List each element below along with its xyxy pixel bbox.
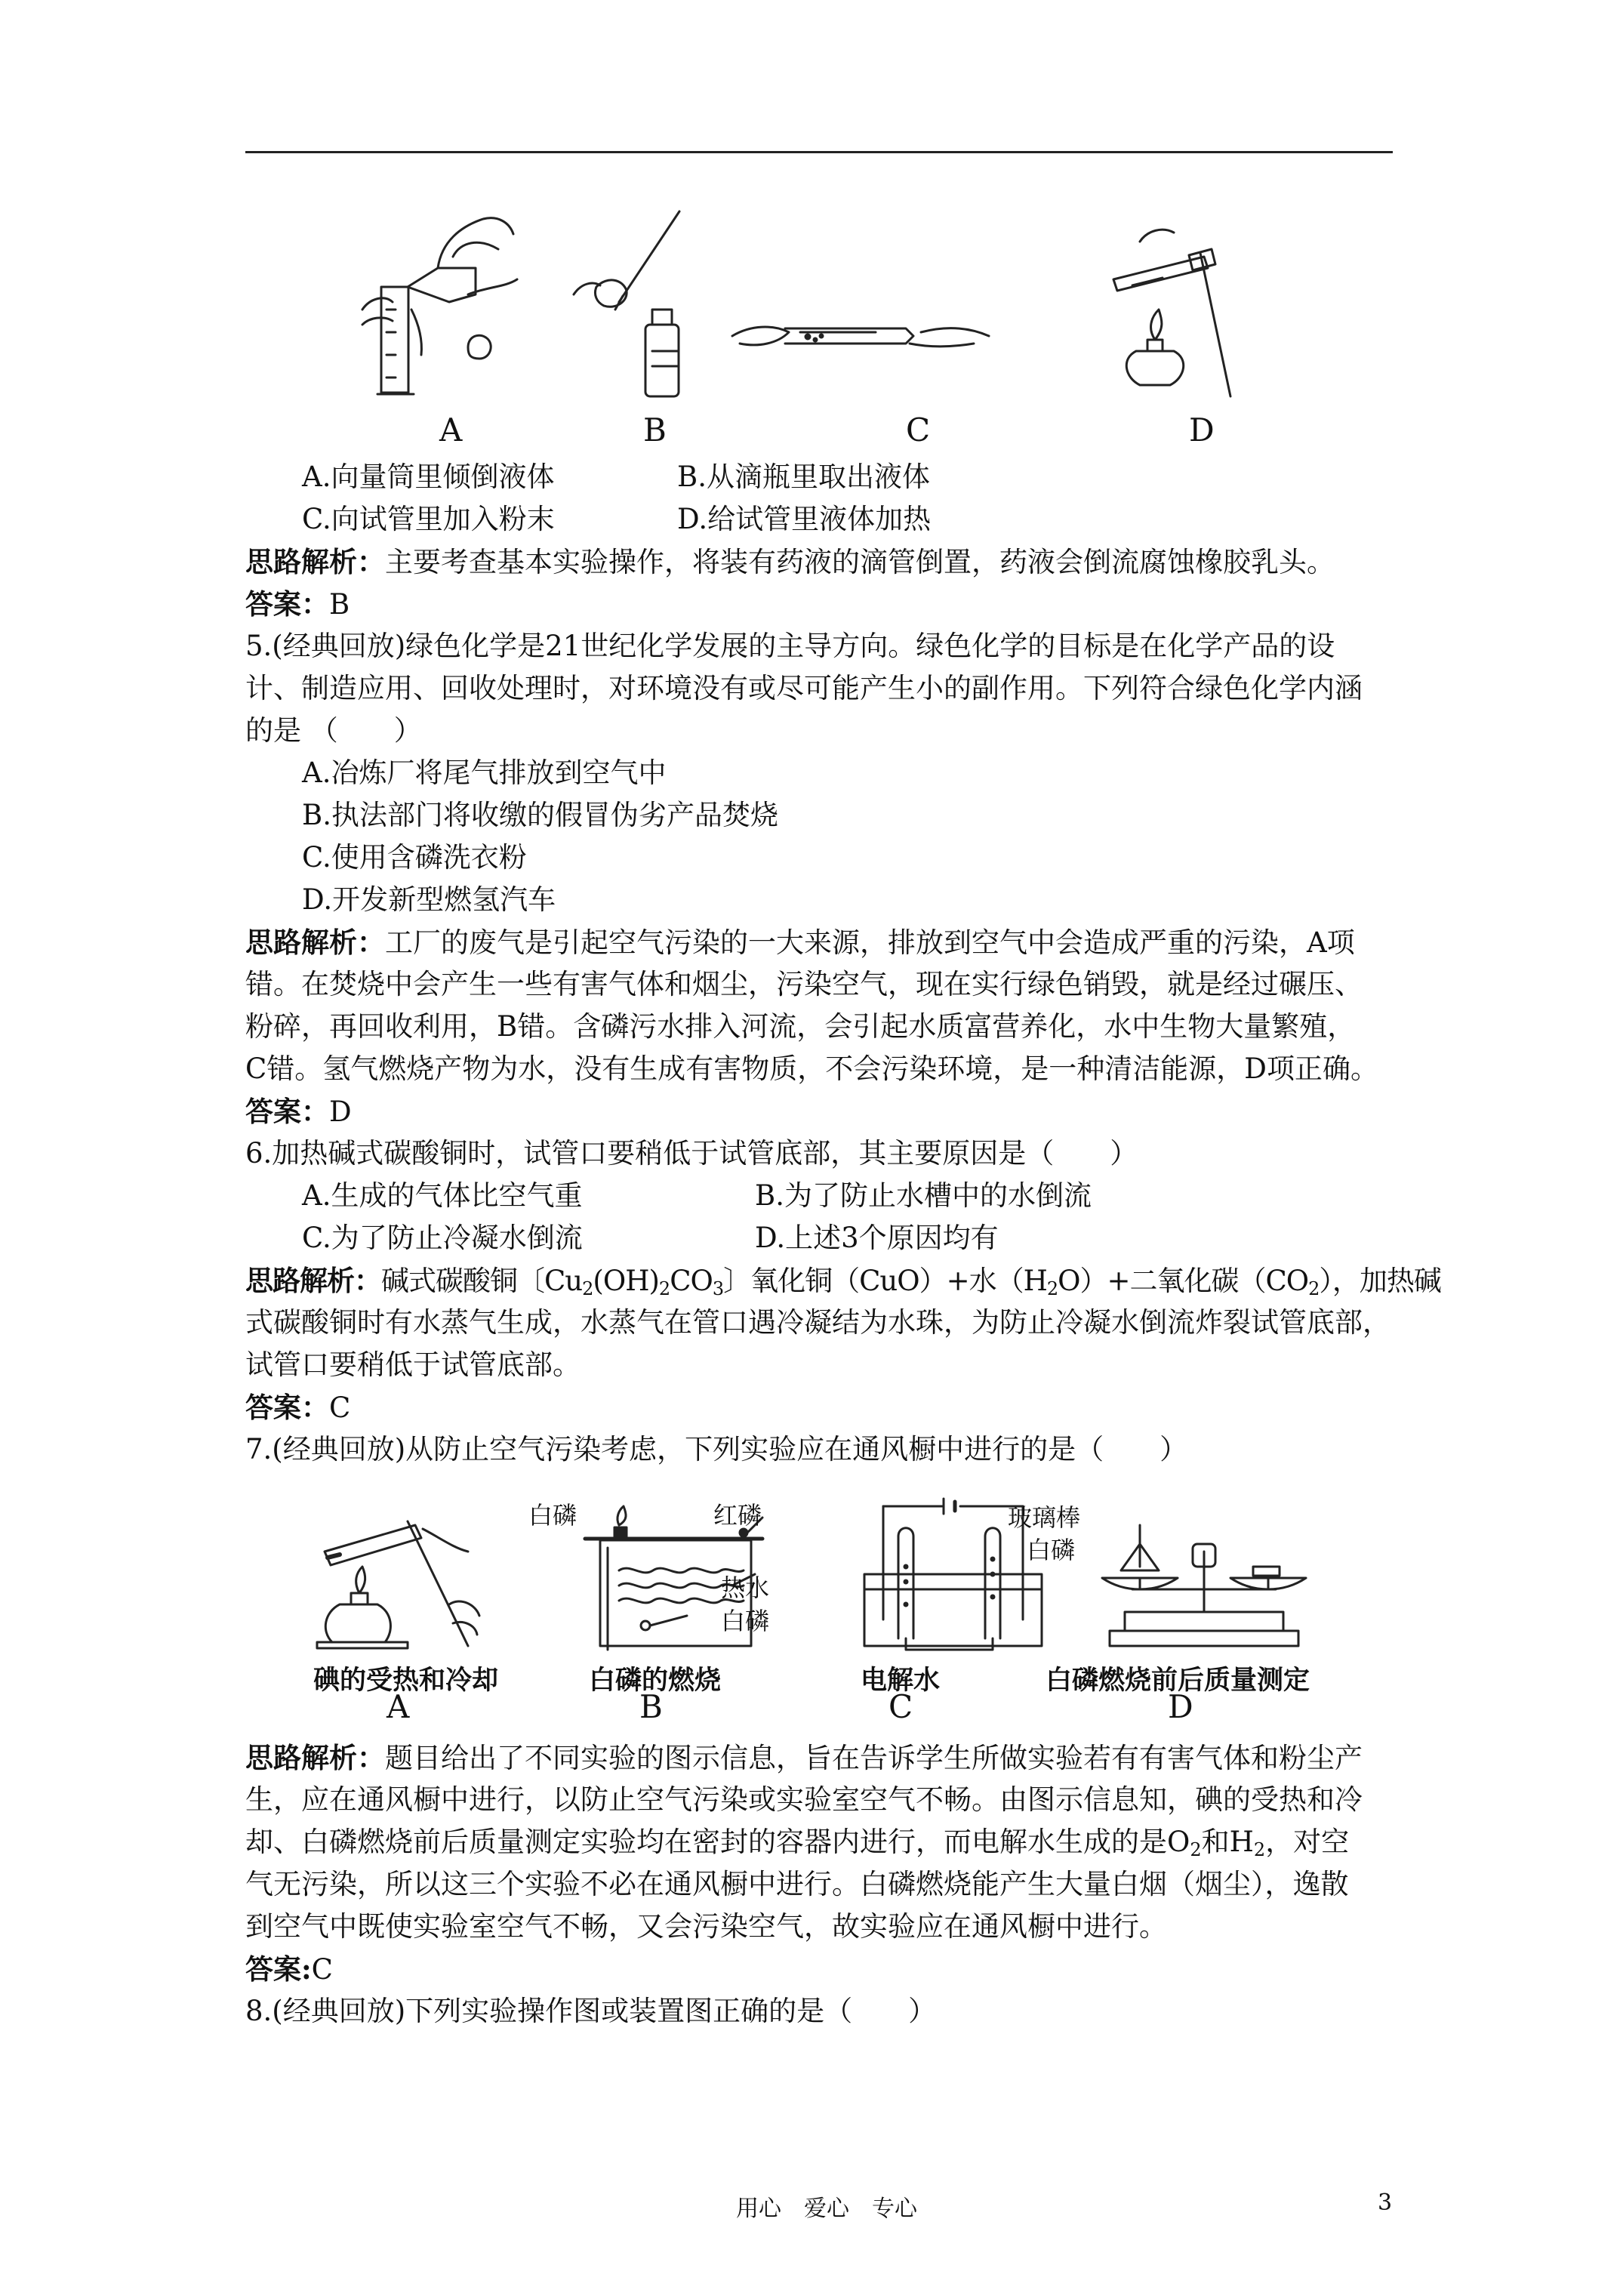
q7-analysis-label: 思路解析：	[245, 1741, 385, 1774]
q5-option-a: A.冶炼厂将尾气排放到空气中	[302, 757, 667, 789]
q6-analysis-text-1c: CO	[670, 1265, 713, 1297]
q6-option-c: C.为了防止冷凝水倒流	[302, 1222, 583, 1254]
q6-analysis-label: 思路解析：	[245, 1264, 381, 1297]
q6-stem: 6.加热碱式碳酸铜时，试管口要稍低于试管底部，其主要原因是（ ）	[245, 1137, 1138, 1170]
q6-answer-label: 答案：	[245, 1391, 329, 1424]
q4-answer-value: B	[329, 588, 350, 621]
q5-answer	[245, 1093, 352, 1130]
q5-stem-line-2: 计、制造应用、回收处理时，对环境没有或尽可能产生小的副作用。下列符合绿色化学内涵	[245, 672, 1363, 704]
subscript: 2	[1046, 1278, 1058, 1299]
q7-caption-c: 电解水	[861, 1665, 941, 1696]
q4-option-c: C.向试管里加入粉末	[302, 503, 555, 535]
q4-fig-label-d: D	[1189, 411, 1215, 448]
q6-option-d: D.上述3个原因均有	[755, 1222, 999, 1254]
q7-letter-d: D	[1168, 1688, 1193, 1725]
q7-label-hot-water: 热水	[721, 1573, 770, 1602]
q6-option-b: B.为了防止水槽中的水倒流	[755, 1179, 1092, 1212]
q6-analysis-text-1d: 〕氧化铜（CuO）+水（H	[723, 1265, 1047, 1297]
q7-analysis-text-1: 题目给出了不同实验的图示信息，旨在告诉学生所做实验若有有害气体和粉尘产	[385, 1742, 1363, 1774]
q6-analysis-text-1e: O）+二氧化碳（CO	[1058, 1265, 1309, 1297]
q7-letter-a: A	[387, 1688, 410, 1725]
q5-answer-label: 答案：	[245, 1095, 329, 1128]
q7-fig-a-iodine	[317, 1521, 479, 1648]
fig-b-dropper-bottle	[574, 211, 679, 396]
q6-analysis-text-1f: ），加热碱	[1319, 1265, 1441, 1297]
q7-label-white-p-d: 白磷	[1027, 1536, 1076, 1564]
q7-answer-value: C	[311, 1953, 333, 1986]
q7-answer-label: 答案:	[245, 1952, 312, 1986]
q4-fig-label-c: C	[906, 411, 931, 448]
q4-option-b: B.从滴瓶里取出液体	[677, 461, 930, 493]
q4-analysis-text: 主要考查基本实验操作，将装有药液的滴管倒置，药液会倒流腐蚀橡胶乳头。	[385, 546, 1335, 578]
q4-option-d: D.给试管里液体加热	[677, 503, 932, 535]
q4-analysis-label: 思路解析：	[245, 545, 385, 578]
q5-option-c: C.使用含磷洗衣粉	[302, 841, 527, 874]
q7-label-glass-rod: 玻璃棒	[1008, 1503, 1081, 1532]
q5-stem-line-1: 5.(经典回放)绿色化学是21世纪化学发展的主导方向。绿色化学的目标是在化学产品的设	[245, 630, 1335, 662]
q7-stem: 7.(经典回放)从防止空气污染考虑，下列实验应在通风橱中进行的是（ ）	[245, 1433, 1188, 1465]
q6-analysis-line-3: 试管口要稍低于试管底部。	[245, 1348, 581, 1381]
q7-label-white-p-bottom: 白磷	[721, 1607, 770, 1635]
q6-answer-value: C	[329, 1391, 351, 1424]
q6-analysis-line-2: 式碳酸铜时有水蒸气生成，水蒸气在管口遇冷凝结为水珠，为防止冷凝水倒流炸裂试管底部，	[245, 1306, 1390, 1339]
q4-fig-label-a: A	[439, 411, 463, 448]
q8-stem: 8.(经典回放)下列实验操作图或装置图正确的是（ ）	[245, 1995, 937, 2027]
q5-answer-value: D	[329, 1096, 352, 1128]
q5-option-b: B.执法部门将收缴的假冒伪劣产品焚烧	[302, 799, 778, 831]
q4-fig-label-b: B	[643, 411, 667, 448]
q4-answer	[245, 586, 350, 623]
footer-motto: 用心 爱心 专心	[736, 2196, 917, 2222]
q6-option-a: A.生成的气体比空气重	[302, 1179, 583, 1212]
q5-analysis-line-4: C错。氢气燃烧产物为水，没有生成有害物质，不会污染环境，是一种清洁能源，D项正确。	[245, 1052, 1378, 1085]
q5-analysis-line-1	[245, 924, 1355, 961]
q5-stem-line-3: 的是 （ ）	[245, 714, 422, 747]
q7-analysis-text-3a: 却、白磷燃烧前后质量测定实验均在密封的容器内进行，而电解水生成的是O	[245, 1826, 1190, 1858]
q4-figure	[347, 196, 1298, 453]
q4-answer-label: 答案：	[245, 587, 329, 621]
q7-analysis-line-4: 气无污染，所以这三个实验不必在通风橱中进行。白磷燃烧能产生大量白烟（烟尘），逸散	[245, 1868, 1349, 1900]
subscript: 2	[1253, 1839, 1266, 1860]
q7-analysis-line-1	[245, 1740, 1363, 1777]
q7-label-red-p: 红磷	[713, 1501, 762, 1530]
q7-analysis-text-3c: ，对空	[1265, 1826, 1350, 1858]
subscript: 3	[712, 1278, 724, 1299]
subscript: 2	[658, 1278, 670, 1299]
q7-fig-d-balance	[1102, 1525, 1306, 1646]
q6-analysis-text-1b: (OH)	[593, 1265, 659, 1297]
q6-answer	[245, 1389, 350, 1426]
q7-analysis-text-3b: 和H	[1201, 1826, 1254, 1858]
subscript: 2	[582, 1278, 593, 1299]
q7-letter-c: C	[888, 1688, 913, 1725]
q7-letter-b: B	[639, 1688, 663, 1725]
q7-analysis-line-3	[245, 1824, 1349, 1868]
q7-figure	[310, 1491, 1344, 1657]
q5-option-d: D.开发新型燃氢汽车	[302, 883, 556, 916]
fig-d-heating-tube	[1113, 230, 1230, 396]
q5-analysis-line-3: 粉碎，再回收利用，B错。含磷污水排入河流，会引起水质富营养化，水中生物大量繁殖，	[245, 1010, 1356, 1043]
header-rule	[245, 151, 1393, 153]
q4-analysis	[245, 544, 1335, 581]
subscript: 2	[1190, 1839, 1202, 1860]
q6-analysis-text-1a: 碱式碳酸铜〔Cu	[381, 1265, 583, 1297]
q7-caption-a: 碘的受热和冷却	[313, 1665, 499, 1696]
q7-caption-d: 白磷燃烧前后质量测定	[1046, 1665, 1310, 1696]
subscript: 2	[1308, 1278, 1320, 1299]
q7-label-white-p-top: 白磷	[528, 1501, 577, 1530]
q5-analysis-line-2: 错。在焚烧中会产生一些有害气体和烟尘，污染空气，现在实行绿色销毁，就是经过碾压、	[245, 968, 1363, 1000]
q7-analysis-line-2: 生，应在通风橱中进行，以防止空气污染或实验室空气不畅。由图示信息知，碘的受热和冷	[245, 1783, 1363, 1816]
q7-caption-b: 白磷的燃烧	[589, 1665, 722, 1696]
fig-c-powder-tube	[732, 327, 989, 347]
page-number: 3	[1378, 2190, 1393, 2216]
q7-analysis-line-5: 到空气中既使实验室空气不畅，又会污染空气，故实验应在通风橱中进行。	[245, 1910, 1167, 1943]
q5-analysis-text-1: 工厂的废气是引起空气污染的一大来源，排放到空气中会造成严重的污染，A项	[385, 926, 1355, 959]
q6-analysis-line-1	[245, 1262, 1441, 1307]
q7-answer	[245, 1951, 333, 1988]
q4-option-a: A.向量筒里倾倒液体	[302, 461, 555, 493]
q5-analysis-label: 思路解析：	[245, 926, 385, 959]
fig-a-pouring-into-cylinder	[362, 218, 517, 394]
